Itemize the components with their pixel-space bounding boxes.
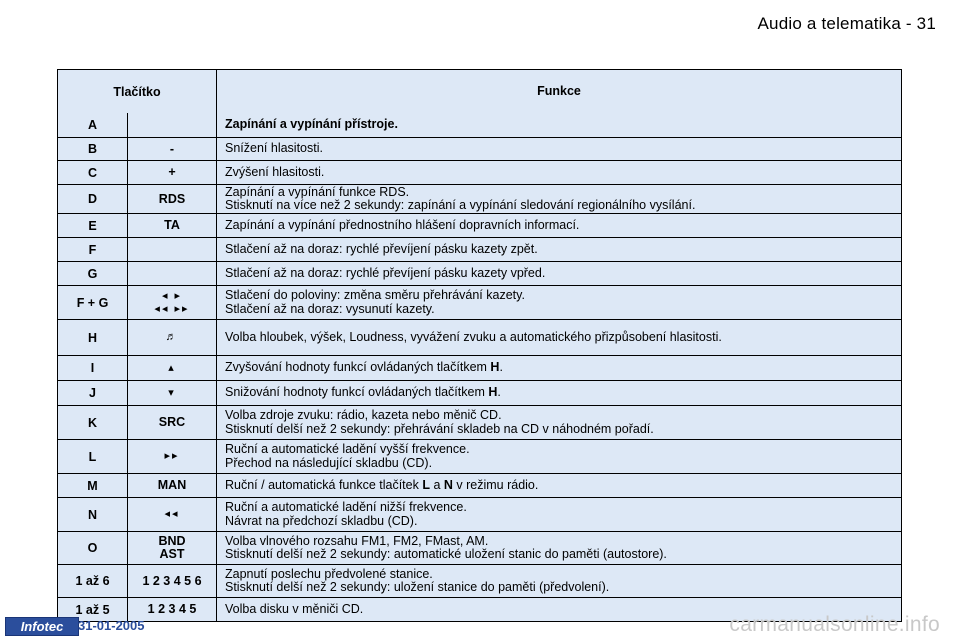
button-symbol: TA [128, 214, 217, 237]
footer-date: 31-01-2005 [78, 618, 145, 633]
function-description: Zapínání a vypínání přednostního hlášení dopravních informací. [225, 217, 580, 232]
button-symbol: 1 2 3 4 5 [128, 598, 217, 621]
function-description: Zapínání a vypínání funkce RDS. Stisknutí na více než 2 sekundy: zapínání a vypínání sledování regionálního vysílání. [225, 184, 696, 212]
table-row [58, 380, 901, 405]
button-symbol: ▴ [128, 356, 217, 380]
table-header-row [58, 70, 901, 113]
function-description: Stlačení až na doraz: rychlé převíjení pásku kazety zpět. [225, 241, 538, 256]
button-key: G [58, 262, 128, 285]
button-symbol [128, 262, 217, 285]
table-row [58, 564, 901, 597]
function-description: Zvýšení hlasitosti. [225, 164, 325, 179]
function-description: Snižování hodnoty funkcí ovládaných tlačítkem H. [225, 385, 501, 400]
infotec-logo: Infotec [5, 617, 79, 636]
button-symbol: SRC [128, 406, 217, 439]
function-description: Ruční a automatické ladění vyšší frekvence. Přechod na následující skladbu (CD). [225, 442, 470, 470]
button-key: F + G [58, 286, 128, 319]
button-key: M [58, 474, 128, 497]
button-key: K [58, 406, 128, 439]
function-description: Zapnutí poslechu předvolené stanice. Stisknutí delší než 2 sekundy: uložení stanice do paměti (předvolení). [225, 566, 610, 594]
table-row [58, 213, 901, 237]
page-header: Audio a telematika - 31 [757, 14, 936, 33]
table-row [58, 184, 901, 213]
button-key: D [58, 185, 128, 213]
function-description: Zvyšování hodnoty funkcí ovládaných tlačítkem H. [225, 360, 503, 375]
button-symbol: ♬ [128, 320, 217, 355]
table-row [58, 285, 901, 319]
button-symbol: BND AST [128, 532, 217, 564]
function-description: Zapínání a vypínání přístroje. [225, 117, 398, 132]
button-symbol [128, 238, 217, 261]
function-description: Volba disku v měniči CD. [225, 601, 364, 616]
function-description: Volba hloubek, výšek, Loudness, vyvážení zvuku a automatického přizpůsobení hlasitosti. [225, 329, 722, 344]
button-symbol [128, 113, 217, 137]
button-key: H [58, 320, 128, 355]
button-key: O [58, 532, 128, 564]
button-symbol: + [128, 161, 217, 184]
button-symbol: RDS [128, 185, 217, 213]
table-row [58, 319, 901, 355]
table-row [58, 261, 901, 285]
button-key: E [58, 214, 128, 237]
table-row [58, 473, 901, 497]
button-key: A [58, 113, 128, 137]
table-row [58, 497, 901, 531]
button-symbol: ▾ [128, 381, 217, 405]
button-symbol: - [128, 138, 217, 160]
function-table [57, 69, 902, 622]
button-key: I [58, 356, 128, 380]
button-key: 1 až 5 [58, 598, 128, 621]
table-row [58, 405, 901, 439]
button-key: B [58, 138, 128, 160]
button-symbol: 1 2 3 4 5 6 [128, 565, 217, 597]
button-symbol: ◂◂ [128, 498, 217, 531]
function-description: Snížení hlasitosti. [225, 141, 323, 156]
column-header-function: Funkce [537, 83, 581, 98]
table-row [58, 355, 901, 380]
table-row [58, 160, 901, 184]
button-key: J [58, 381, 128, 405]
button-symbol: ◂ ▸ ◂◂ ▸▸ [128, 286, 217, 319]
function-description: Volba vlnového rozsahu FM1, FM2, FMast, AM. Stisknutí delší než 2 sekundy: automatické uložení stanic do paměti (autostore). [225, 533, 667, 561]
button-key: 1 až 6 [58, 565, 128, 597]
table-row [58, 237, 901, 261]
table-row [58, 439, 901, 473]
button-key: L [58, 440, 128, 473]
watermark: carmanualsonline.info [729, 613, 940, 636]
table-row [58, 137, 901, 160]
function-description: Ruční a automatické ladění nižší frekvence. Návrat na předchozí skladbu (CD). [225, 500, 467, 528]
button-symbol: ▸▸ [128, 440, 217, 473]
table-row [58, 113, 901, 137]
function-description: Stlačení do poloviny: změna směru přehrávání kazety. Stlačení až na doraz: vysunutí kazety. [225, 288, 525, 316]
column-header-button: Tlačítko [58, 70, 217, 113]
button-key: F [58, 238, 128, 261]
table-row [58, 531, 901, 564]
button-key: N [58, 498, 128, 531]
function-description: Volba zdroje zvuku: rádio, kazeta nebo měnič CD. Stisknutí delší než 2 sekundy: přehrávání skladeb na CD v náhodném pořadí. [225, 408, 654, 436]
function-description: Stlačení až na doraz: rychlé převíjení pásku kazety vpřed. [225, 265, 546, 280]
button-symbol: MAN [128, 474, 217, 497]
button-key: C [58, 161, 128, 184]
function-description: Ruční / automatická funkce tlačítek L a N v režimu rádio. [225, 477, 539, 492]
